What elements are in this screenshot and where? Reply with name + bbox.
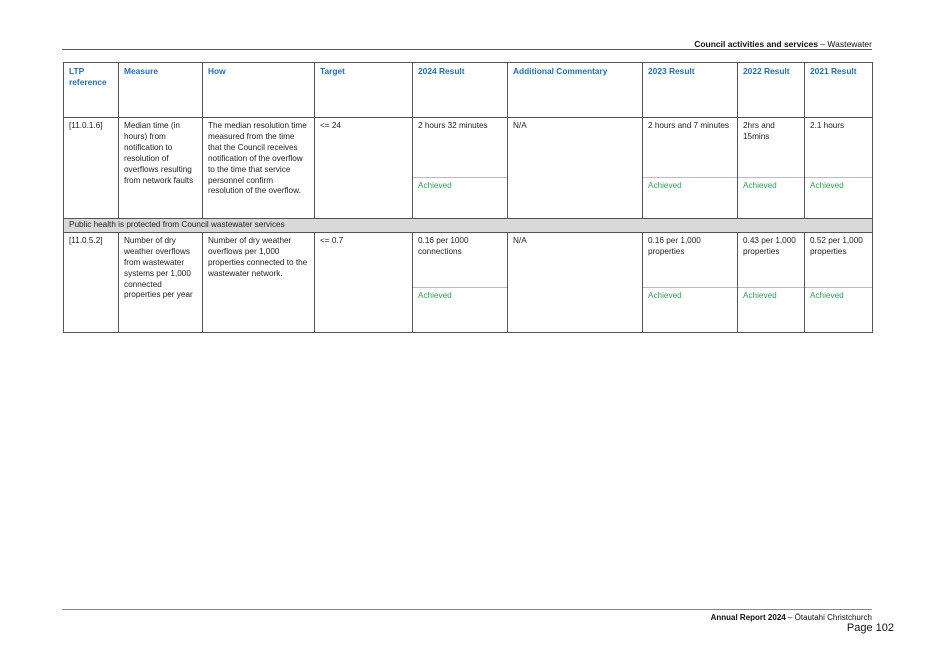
result-2023: 0.16 per 1,000 properties — [643, 232, 738, 287]
result-2022: 0.43 per 1,000 properties — [738, 232, 805, 287]
running-header — [694, 39, 872, 49]
status-2022: Achieved — [738, 287, 805, 332]
result-2021: 2.1 hours — [805, 118, 873, 178]
status-2021: Achieved — [805, 287, 873, 332]
running-footer — [711, 613, 872, 622]
col-2022-result: 2022 Result — [738, 63, 805, 118]
ltp-reference: [11.0.5.2] — [64, 232, 119, 332]
table-header-row — [64, 63, 873, 118]
target: <= 24 — [315, 118, 413, 219]
status-2023: Achieved — [643, 287, 738, 332]
col-2021-result: 2021 Result — [805, 63, 873, 118]
footer-rule — [62, 609, 872, 610]
result-2021: 0.52 per 1,000 properties — [805, 232, 873, 287]
status-2022: Achieved — [738, 178, 805, 219]
footer-city: – Ōtautahi Christchurch — [785, 613, 872, 622]
target: <= 0.7 — [315, 232, 413, 332]
col-ltp-reference: LTP reference — [64, 63, 119, 118]
col-additional-commentary: Additional Commentary — [508, 63, 643, 118]
col-target: Target — [315, 63, 413, 118]
header-section: Council activities and services — [694, 39, 818, 49]
commentary: N/A — [508, 118, 643, 219]
how: Number of dry weather overflows per 1,000 properties connected to the wastewater network. — [203, 232, 315, 332]
table-row — [64, 118, 873, 178]
measure: Median time (in hours) from notification to resolution of overflows resulting from network faults — [119, 118, 203, 219]
result-2024: 2 hours 32 minutes — [413, 118, 508, 178]
result-2022: 2hrs and 15mins — [738, 118, 805, 178]
status-2024: Achieved — [413, 287, 508, 332]
status-2024: Achieved — [413, 178, 508, 219]
how: The median resolution time measured from the time that the Council receives notification of the overflow to the time that service personnel confirm resolution of the overflow. — [203, 118, 315, 219]
ltp-reference: [11.0.1.6] — [64, 118, 119, 219]
table-row — [64, 232, 873, 287]
performance-table — [63, 62, 873, 333]
header-rule — [62, 49, 872, 50]
measure: Number of dry weather overflows from wastewater systems per 1,000 connected properties per year — [119, 232, 203, 332]
page-number: Page 102 — [846, 622, 894, 634]
result-2024: 0.16 per 1000 connections — [413, 232, 508, 287]
section-row — [64, 219, 873, 233]
section-label: Public health is protected from Council wastewater services — [64, 219, 873, 233]
commentary: N/A — [508, 232, 643, 332]
header-subsection: – Wastewater — [817, 39, 872, 49]
col-measure: Measure — [119, 63, 203, 118]
status-2023: Achieved — [643, 178, 738, 219]
col-2023-result: 2023 Result — [643, 63, 738, 118]
result-2023: 2 hours and 7 minutes — [643, 118, 738, 178]
status-2021: Achieved — [805, 178, 873, 219]
col-how: How — [203, 63, 315, 118]
col-2024-result: 2024 Result — [413, 63, 508, 118]
footer-report: Annual Report 2024 — [710, 613, 786, 622]
